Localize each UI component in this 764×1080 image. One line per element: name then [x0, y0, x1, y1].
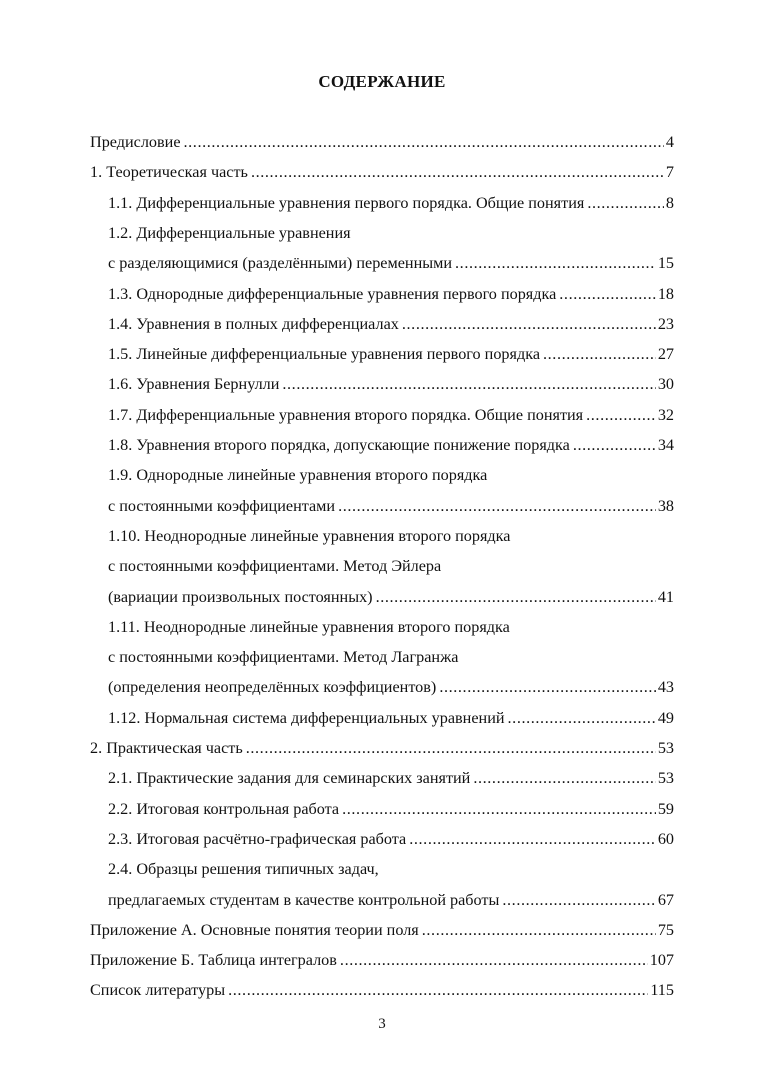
toc-entry-title: 1.4. Уравнения в полных дифференциалах — [108, 314, 399, 333]
toc-entry[interactable] — [108, 706, 674, 730]
toc-entry-title: 1.7. Дифференциальные уравнения второго порядка. Общие понятия — [108, 405, 584, 424]
toc-entry-page: 75 — [657, 920, 674, 939]
toc-entry[interactable] — [90, 130, 674, 154]
toc-entry-page: 60 — [657, 829, 674, 848]
toc-entry[interactable] — [108, 797, 674, 821]
page-title: СОДЕРЖАНИЕ — [318, 72, 446, 91]
toc-entry[interactable] — [90, 918, 674, 942]
toc-dot-leader — [455, 251, 656, 275]
toc-entry[interactable] — [90, 160, 674, 184]
toc-entry-title: Приложение А. Основные понятия теории поля — [90, 920, 419, 939]
toc-dot-leader — [228, 978, 648, 1002]
toc-entry[interactable] — [108, 827, 674, 851]
toc-entry[interactable] — [108, 494, 674, 518]
toc-dot-leader — [342, 797, 656, 821]
toc-dot-leader — [573, 433, 656, 457]
toc-entry-page: 27 — [657, 345, 674, 364]
toc-dot-leader — [402, 312, 656, 336]
toc-entry-title: 2.1. Практические задания для семинарских занятий — [108, 769, 471, 788]
toc-entry-page: 43 — [657, 678, 674, 697]
toc-entry-page: 7 — [665, 163, 674, 182]
page-number: 3 — [378, 1016, 386, 1032]
toc-entry-title: Список литературы — [90, 981, 226, 1000]
toc-entry-title: 2.2. Итоговая контрольная работа — [108, 799, 340, 818]
toc-entry-page: 49 — [657, 708, 674, 727]
toc-entry-page: 115 — [650, 981, 674, 1000]
toc-entry[interactable] — [108, 554, 674, 578]
toc-entry-title: 1.5. Линейные дифференциальные уравнения первого порядка — [108, 345, 541, 364]
toc-entry-title: 1.2. Дифференциальные уравнения — [108, 223, 351, 242]
toc-entry-title: с постоянными коэффициентами. Метод Эйлера — [108, 557, 442, 576]
toc-entry[interactable] — [108, 372, 674, 396]
toc-entry-page: 107 — [649, 951, 674, 970]
toc-dot-leader — [586, 403, 656, 427]
toc-entry-title: 1.11. Неоднородные линейные уравнения второго порядка — [108, 617, 510, 636]
toc-entry[interactable] — [108, 312, 674, 336]
toc-dot-leader — [508, 706, 656, 730]
toc-entry-page: 59 — [657, 799, 674, 818]
toc-entry[interactable] — [108, 615, 674, 639]
toc-entry-title: Предисловие — [90, 133, 181, 151]
toc-entry[interactable] — [108, 766, 674, 790]
toc-dot-leader — [473, 766, 655, 790]
toc-entry-page: 53 — [657, 769, 674, 788]
toc-entry[interactable] — [108, 645, 674, 669]
toc-entry-title: (вариации произвольных постоянных) — [108, 587, 373, 606]
toc-entry-title: 1.1. Дифференциальные уравнения первого порядка. Общие понятия — [108, 193, 585, 212]
toc-entry-page: 18 — [657, 284, 674, 303]
toc-entry-title: с постоянными коэффициентами — [108, 496, 336, 515]
toc-entry-page: 8 — [665, 193, 674, 212]
toc-entry[interactable] — [108, 342, 674, 366]
toc-dot-leader — [559, 282, 656, 306]
toc-dot-leader — [422, 918, 656, 942]
toc-entry[interactable] — [90, 736, 674, 760]
toc-dot-leader — [409, 827, 656, 851]
toc-dot-leader — [338, 494, 656, 518]
toc-entry-title: Приложение Б. Таблица интегралов — [90, 951, 337, 970]
toc-entry[interactable] — [90, 978, 674, 1002]
toc-entry[interactable] — [108, 282, 674, 306]
toc-dot-leader — [184, 130, 664, 154]
toc-entry-page: 38 — [657, 496, 674, 515]
toc-entry-title: 1.12. Нормальная система дифференциальных уравнений — [108, 708, 505, 727]
toc-entry-title: 2. Практическая часть — [90, 739, 243, 757]
toc-entry-page: 30 — [657, 375, 674, 394]
toc-dot-leader — [246, 736, 656, 760]
toc-entry-page: 41 — [657, 587, 674, 606]
toc-entry-title: 2.3. Итоговая расчётно-графическая работа — [108, 829, 407, 848]
toc-dot-leader — [251, 160, 664, 184]
toc-entry[interactable] — [108, 675, 674, 699]
toc-entry-page: 15 — [657, 254, 674, 273]
toc-entry[interactable] — [108, 524, 674, 548]
toc-dot-leader — [376, 585, 656, 609]
toc-entry[interactable] — [108, 221, 674, 245]
toc-entry[interactable] — [108, 888, 674, 912]
toc-entry[interactable] — [108, 191, 674, 215]
toc-entry-title: 2.4. Образцы решения типичных задач, — [108, 860, 379, 879]
toc-entry-page: 23 — [657, 314, 674, 333]
toc-dot-leader — [340, 948, 648, 972]
toc-entry-title: 1.9. Однородные линейные уравнения второго порядка — [108, 466, 488, 485]
toc-entry-page: 53 — [657, 739, 674, 757]
toc-entry-page: 34 — [657, 436, 674, 454]
toc-entry-title: 1.6. Уравнения Бернулли — [108, 375, 280, 394]
toc-entry-title: 1.10. Неоднородные линейные уравнения второго порядка — [108, 526, 511, 545]
toc-entry-title: (определения неопределённых коэффициентов) — [108, 678, 437, 697]
toc-dot-leader — [282, 372, 655, 396]
toc-entry[interactable] — [108, 463, 674, 487]
toc-entry[interactable] — [108, 857, 674, 881]
toc-entry[interactable] — [108, 433, 674, 457]
toc-entry[interactable] — [108, 251, 674, 275]
toc-entry[interactable] — [108, 585, 674, 609]
toc-entry-page: 4 — [665, 133, 674, 151]
toc-entry-title: 1.8. Уравнения второго порядка, допускающие понижение порядка — [108, 436, 570, 454]
toc-entry[interactable] — [90, 948, 674, 972]
toc-dot-leader — [439, 675, 656, 699]
toc-entry-page: 32 — [657, 405, 674, 424]
toc-dot-leader — [502, 888, 655, 912]
toc-entry-title: с разделяющимися (разделёнными) переменными — [108, 254, 453, 273]
toc-entry-title: предлагаемых студентам в качестве контрольной работы — [108, 890, 500, 909]
toc-entry-title: с постоянными коэффициентами. Метод Лагранжа — [108, 648, 459, 667]
toc-dot-leader — [587, 191, 664, 215]
toc-entry-page: 67 — [657, 890, 674, 909]
toc-entry[interactable] — [108, 403, 674, 427]
toc-entry-title: 1. Теоретическая часть — [90, 163, 248, 182]
toc-entry-title: 1.3. Однородные дифференциальные уравнения первого порядка — [108, 284, 557, 303]
toc-dot-leader — [543, 342, 656, 366]
